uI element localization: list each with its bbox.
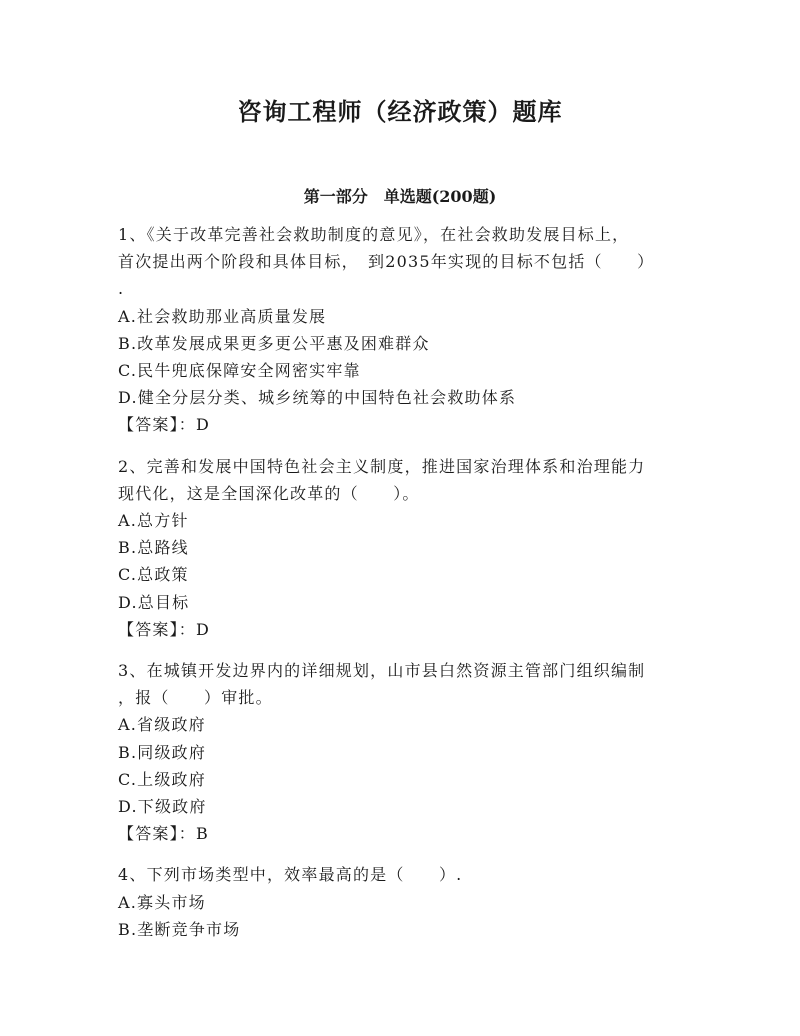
option-b: B.同级政府 [118,742,207,762]
question-stem-line: 2、完善和发展中国特色社会主义制度，推进国家治理体系和治理能力 [118,456,646,476]
question-stem-line: 4、下列市场类型中，效率最高的是（ ）. [118,865,463,885]
option-b: B.改革发展成果更多更公平惠及困难群众 [118,333,430,353]
question-stem-line: 现代化，这是全国深化改革的（ ）。 [118,483,420,503]
option-d: D.总目标 [118,592,190,612]
document-title: 咨询工程师（经济政策）题库 [237,97,563,126]
question-stem-line: 3、在城镇开发边界内的详细规划，山市县白然资源主管部门组织编制 [118,661,646,681]
question-3 [118,657,698,847]
option-b: B.总路线 [118,538,189,558]
option-a: A.社会救助那业高质量发展 [118,306,327,326]
option-a: A.寡头市场 [118,892,206,912]
answer-label: 【答案】：D [118,415,211,435]
option-a: A.省级政府 [118,715,206,735]
option-b: B.垄断竞争市场 [118,919,241,939]
question-stem-line: 1、《关于改革完善社会救助制度的意见》，在社会救助发展目标上， [118,225,630,244]
question-stem-line: . [118,279,125,299]
question-1 [118,221,698,439]
question-stem-line: ，报（ ）审批。 [118,688,273,708]
option-a: A.总方针 [118,511,189,531]
option-d: D.健全分层分类、城乡统筹的中国特色社会救助体系 [118,388,517,408]
question-4 [118,861,698,943]
section-title: 第一部分 单选题(200题) [303,187,497,206]
answer-label: 【答案】：D [118,619,211,639]
question-stem-line: 首次提出两个阶段和具体目标， 到2035年实现的目标不包括（ ） [118,252,655,272]
answer-label: 【答案】：B [118,824,209,844]
question-list [118,221,698,957]
option-c: C.民牛兜底保障安全网密实牢靠 [118,361,361,381]
option-c: C.总政策 [118,565,189,585]
option-d: D.下级政府 [118,797,207,817]
option-c: C.上级政府 [118,769,206,789]
question-2 [118,453,698,643]
